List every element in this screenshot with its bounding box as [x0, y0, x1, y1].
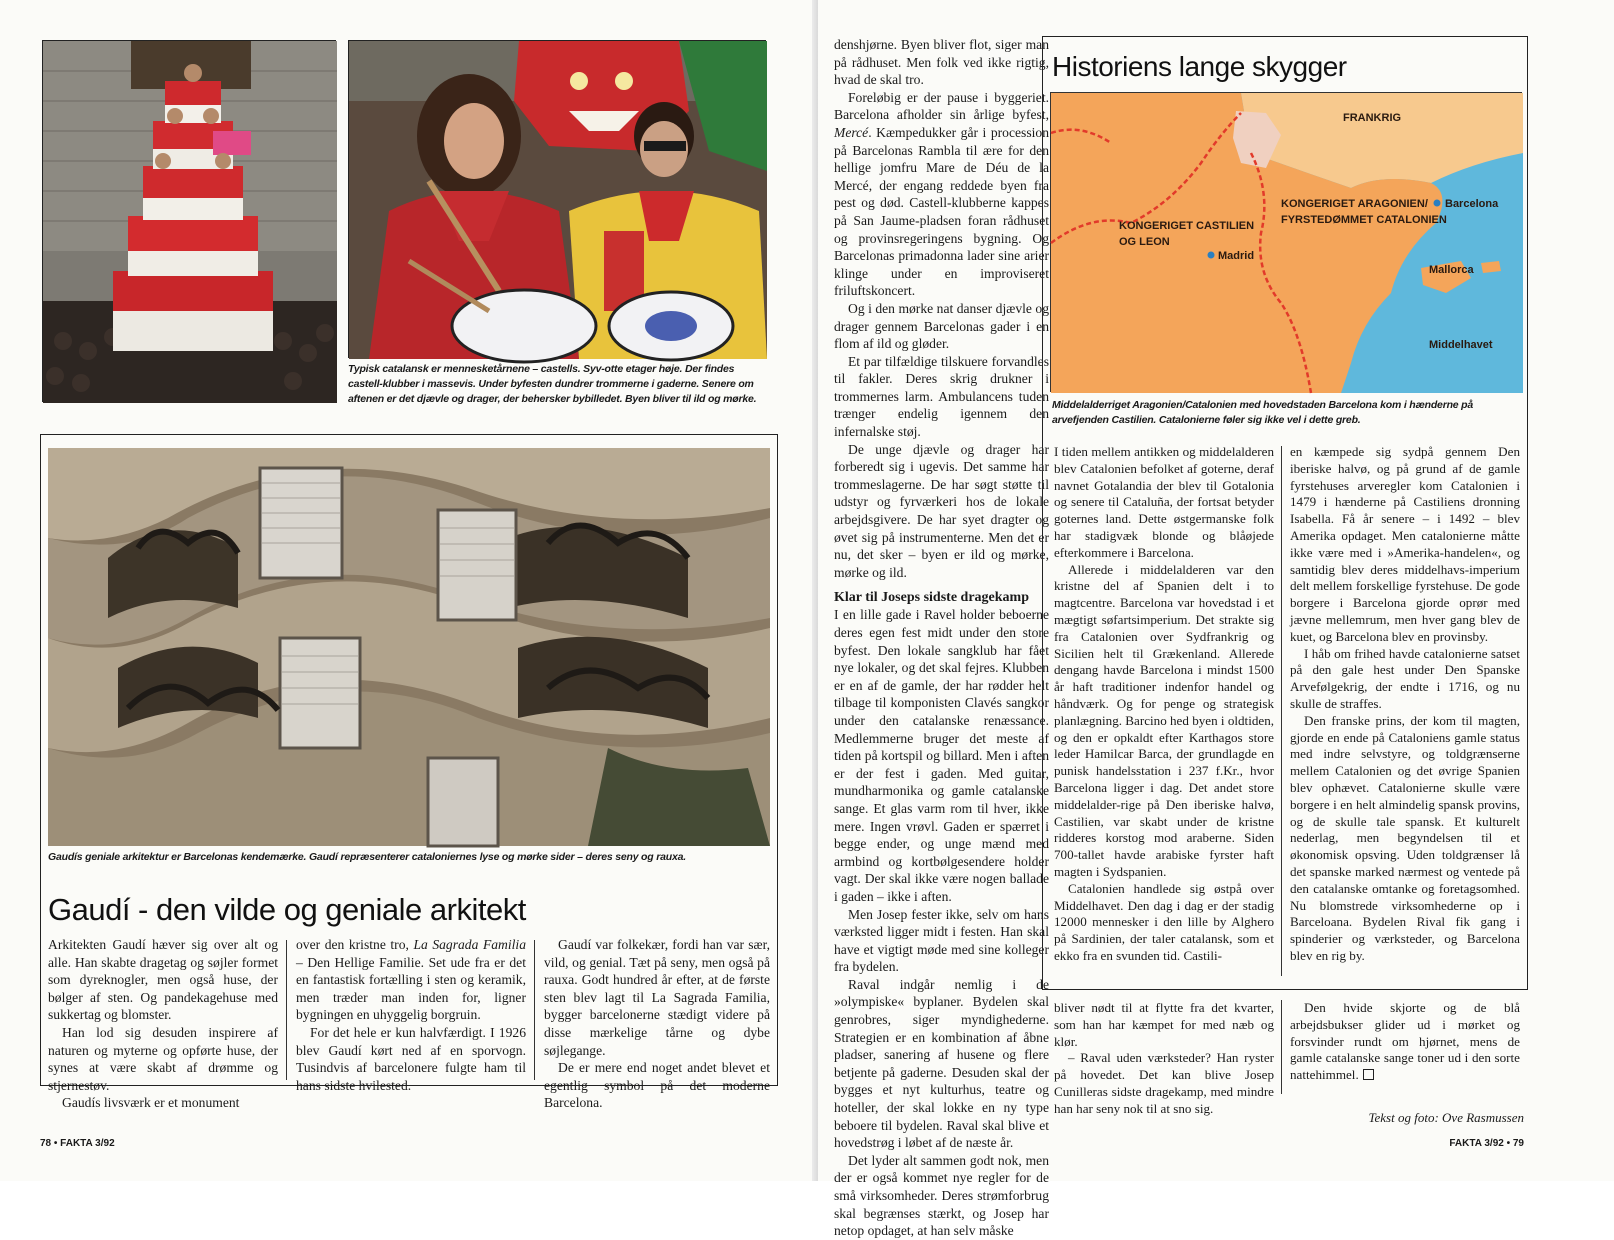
story-paragraph: Raval indgår nemlig i de »olympiske« byplaner. Bydelen skal genrobres, siger myndighederne. Strategien er en kombination af åbne pladser, sanering af husene og flere betjente på gaderne. Desuden skal der bygges et nyt kulturhus, teatre og hoteller, der skal lokke en ny type beboere til bydelen. Raval skal blive et hovedstrøg i løbet af de næste år. — [834, 976, 1049, 1151]
gaudi-column-3 — [544, 936, 770, 1112]
barcelona-label: Barcelona — [1445, 198, 1499, 210]
column-rule — [1281, 446, 1282, 976]
gaudi-col2-text: over den kristne tro, — [296, 937, 414, 952]
story-paragraph — [834, 89, 1049, 300]
festival-drummers-photo — [348, 40, 766, 358]
history-paragraph: Allerede i middelalderen var den kristne del af Spanien delt i to magtcentre. Barcelona var hovedstad i et mægtigt søfartsimperium. Det strakte sig fra Catalonien over Sydfrankrig og Sicilien helt til Grækenland. Allerede dengang havde Barcelona i mindst 1500 år haft traditioner indenfor handel og håndværk. Og for penge og strategisk planlægning. Barcino hed byen i oldtiden, og den er opkaldt efter Karthagos store leder Hamilcar Barca, der grundlagde en punisk handelsstation i 237 f.Kr., hvor Barcelona ligger i dag. Det andet store middelalder-rige på Den iberiske halvø, Castilien, var skabt under de kristne ridderes korstog mod araberne. Siden 700-tallet havde arabiske fyrster haft magten i Sydspanien. — [1054, 561, 1275, 879]
photo-credit: Tekst og foto: Ove Rasmussen — [1368, 1110, 1524, 1125]
gaudi-col2-paragraph: For det hele er kun halvfærdigt. I 1926 blev Gaudí kørt ned af en sporvogn. Tusindvis af barcelonere fulgte ham til hans sidste hvilested. — [296, 1024, 526, 1093]
aragon-map — [1050, 92, 1522, 392]
story-paragraph: bliver nødt til at flytte fra det kvarter, som han har kæmpet for med næb og klør. — [1054, 1000, 1274, 1049]
castilien-label: KONGERIGET CASTILIEN — [1119, 220, 1255, 232]
story-paragraph: Det lyder alt sammen godt nok, men der er også kommet nye regler for de små virksomheder. Deres strømforbrug skal begrænses stærkt, og Josep har netop opdaget, at han selv måske — [834, 1152, 1049, 1239]
story-paragraph: I en lille gade i Ravel holder beboerne deres egen fest midt under den store byfest. Den lokale sangklub har fået nye lokaler, og det skal fejres. Klubben er en af de gamle, der har rødder helt tilbage til komponisten Clavés sangkor under den catalanske renæssance. Medlemmerne bruger det meste af tiden på kortspil og billard. Men i aften er der fest i gaden. Med guitar, mundharmonika og gamle catalanske sange. Et glas varm rom til hver, ikke mere. Ingen vrøvl. Gaden er spærret i begge ender, og unge mænd med armbind og kortbølgesendere holder vagt. Der skal ikke være nogen ballade i gaden – ikke i aften. — [834, 607, 1049, 904]
history-column-1 — [1054, 444, 1274, 965]
left-page — [0, 0, 818, 1181]
gaudi-headline: Gaudí - den vilde og geniale arkitekt — [48, 892, 526, 927]
history-column-2 — [1290, 444, 1520, 965]
gaudi-column-1 — [48, 936, 278, 1112]
column-rule — [1281, 1000, 1282, 1094]
mallorca-label: Mallorca — [1429, 264, 1474, 276]
story-paragraph: denshjørne. Byen bliver flot, siger man på rådhuset. Men folk ved ikke rigtig, hvad de skal tro. — [834, 37, 1049, 88]
festival-photo-caption: Typisk catalansk er mennesketårnene – castells. Syv-otte etager høje. Der findes castell-klubber i massevis. Under byfesten dundrer trommerne i gaderne. Senere om aftenen er det djævle og drager, der behersker bybilledet. Byen bliver til ild og mørke. — [348, 363, 757, 405]
history-paragraph: Den franske prins, der kom til magten, gjorde en ende på Cataloniens gamle status med indre selvstyre, og toldgrænserne mellem Catalonien og det øvrige Spanien blev ophævet. Catalonierne skulle være borgere i en helt almindelig spansk provins, og de skulle tale spansk. Et kulturelt nederlag, men begyndelsen til et økonomisk opsving. Uden toldgrænser lå det spanske marked nærmest og ventede på den catalanske omtanke og foretagsomhed. Nu blomstrede virksomhederne op i Barceloana. Bydelen Rival fik gang i spinderier og værksteder, og Barcelona blev en rig by. — [1290, 712, 1520, 963]
story-end-column — [1054, 1000, 1274, 1118]
end-mark-icon — [1363, 1069, 1374, 1080]
history-headline: Historiens lange skygger — [1052, 51, 1347, 82]
right-page-folio: FAKTA 3/92 • 79 — [1449, 1138, 1524, 1149]
aragon-label: FYRSTEDØMMET CATALONIEN — [1281, 214, 1447, 226]
right-page — [818, 0, 1614, 1239]
story-final-column — [1290, 1000, 1520, 1084]
map-caption: Middelalderriget Aragonien/Catalonien med hovedstaden Barcelona kom i hænderne på arvefjenden Castilien. Catalonierne føler sig ikke vel i dette greb. — [1052, 399, 1474, 426]
minorca-island — [1481, 261, 1501, 273]
story-paragraph: Men Josep fester ikke, selv om hans værksted ligger midt i festen. Han skal have et vigtigt møde med sine kolleger fra bydelen. — [834, 906, 1049, 975]
gaudi-column-2 — [296, 936, 526, 1094]
history-paragraph: I håb om frihed havde catalonierne satset på den gale hest under Den Spanske Arvefølgekrig, der endte i 1716, og nu skulle de straffes. — [1290, 645, 1520, 711]
drummers-illustration — [349, 41, 767, 359]
barcelona-dot-icon — [1434, 200, 1441, 207]
madrid-label: Madrid — [1218, 250, 1255, 262]
story-text: Foreløbig er der pause i byggeriet. Barcelona afholder sin årlige byfest, — [834, 89, 1049, 123]
story-text: Den hvide skjorte og de blå arbejdsbukser glider ud i mørket og forsvinder rundt om hjørnet, mens de gamle catalanske sange toner ud i den sorte nattehimmel. — [1290, 1000, 1520, 1083]
gaudi-col1-paragraph: Arkitekten Gaudí hæver sig over alt og alle. Han skabte dragetag og søjler formet som dyreknogler, men også huse, der bølger af sten. Og pandekagehuse med sukkertag og blomster. — [48, 937, 278, 1023]
history-paragraph: en kæmpede sig sydpå gennem Den iberiske halvø, og på grund af de gamle fyrstehuses arveregler kom Catalonien i 1479 i hænderne på Castiliens dronning Isabella. Få år senere – i 1492 – blev Amerika opdaget. Men catalonierne måtte ikke være med i »Amerika-handelen«, og samtidig blev deres middelhavs-imperium delt mellem forskellige fyrstehuse. De gode borgere i Barcelona gjorde oprør med jævne mellemrum, men hver gang blev de kuet, og Barcelona blev en provinsby. — [1290, 444, 1520, 644]
story-paragraph: – Raval uden værksteder? Han ryster på hovedet. Det kan blive Josep Cunilleras sidste dragekamp, med mindre han har seny nok til at sno sig. — [1054, 1050, 1274, 1116]
gaudi-col2-text: – Den Hellige Familie. Set ude fra er det en fantastisk fortælling i sten og keramik, men træder man inden for, ligner bygningen en uhyggelig borgruin. — [296, 954, 526, 1023]
story-paragraph: Et par tilfældige tilskuere forvandles til fakler. Deres skrig drukner i trommernes larm. Ambulancens tuden trænger endelig igennem den infernalske støj. — [834, 353, 1049, 440]
story-paragraph: Og i den mørke nat danser djævle og drager gennem Barcelonas gader i en flom af ild og gløder. — [834, 300, 1049, 352]
castilien-label: OG LEON — [1119, 236, 1170, 248]
column-rule — [286, 940, 287, 1080]
gaudi-col3-paragraph: De er mere end noget andet blevet et egentlig symbol på det moderne Barcelona. — [544, 1060, 770, 1111]
story-paragraph — [1290, 1000, 1520, 1084]
gaudi-col3-paragraph: Gaudí var folkekær, fordi han var sær, vild, og genial. Tæt på seny, men også på rauxa. Godt hundred år efter, at de første sten blev lagt til La Sagrada Familia, bygger barcelonerne stædigt videre på disse mærkelige tårne og dybe søjlegange. — [544, 937, 770, 1058]
gaudi-col2-paragraph — [296, 936, 526, 1024]
left-page-folio: 78 • FAKTA 3/92 — [40, 1138, 115, 1149]
madrid-dot-icon — [1208, 252, 1215, 259]
gaudi-building-photo — [48, 448, 770, 846]
aragon-label: KONGERIGET ARAGONIEN/ — [1281, 198, 1428, 210]
gaudi-col1-paragraph: Gaudís livsværk er et monument — [62, 1095, 240, 1111]
human-tower-illustration — [43, 41, 337, 403]
story-text: . Kæmpedukker går i procession på Barcelonas Rambla til ære for den hellige jomfru Mare de Déu de la Mercé, der engang reddede byen fra pest og død. Castell-klubberne kappes på San Jaume-pladsen foran rådhuset og provinsregeringens bygning. Og Barcelonas primadonna lader sine arier klinge under en improviseret friluftskoncert. — [834, 124, 1049, 299]
history-paragraph: Catalonien handlede sig østpå over Middelhavet. Den dag i dag er der stadig 12000 mennesker i den lille by Alghero på Sardinien, der taler catalansk, som et ekko fra en svunden tid. Castili- — [1054, 880, 1274, 963]
merce-title: Mercé — [834, 124, 869, 140]
aragon-map-graphic — [1051, 93, 1523, 393]
gaudi-col1-paragraph: Han lod sig desuden inspirere af naturen og myterne og opførte huse, der synes at være skabt af drømme og stjernestøv. — [48, 1024, 278, 1093]
column-rule — [534, 940, 535, 1080]
gaudi-photo-caption: Gaudís geniale arkitektur er Barcelonas kendemærke. Gaudí repræsenterer cataloniernes lyse og mørke sider – deres seny og rauxa. — [48, 851, 686, 863]
human-tower-photo — [42, 40, 336, 402]
story-paragraph: De unge djævle og drager har forberedt sig i ugevis. Det samme har trommeslagerne. De har søgt støtte til udstyr og fyrværkeri hos de lokale arbejdsgivere. De har syet dragter og øvet sig på instrumenterne. Men det er nu, det sker – byen er ild og mørke, mørke og ild. — [834, 441, 1049, 580]
history-paragraph: I tiden mellem antikken og middelalderen blev Catalonien befolket af goterne, deraf navnet Gotalandia der blev til Gotalonia og senere til Cataluña, der fortsat betyder goternes land. Dette østgermanske folk har stadigvæk blonde og blåøjede efterkommere i Barcelona. — [1054, 444, 1274, 560]
main-story-column — [834, 36, 1049, 1240]
story-subheading: Klar til Joseps sidste dragekamp — [834, 590, 1029, 606]
sagrada-familia-title: La Sagrada Familia — [413, 937, 526, 952]
gaudi-facade-illustration — [48, 448, 770, 846]
middelhavet-label: Middelhavet — [1429, 339, 1493, 351]
frankrig-label: FRANKRIG — [1343, 112, 1402, 124]
